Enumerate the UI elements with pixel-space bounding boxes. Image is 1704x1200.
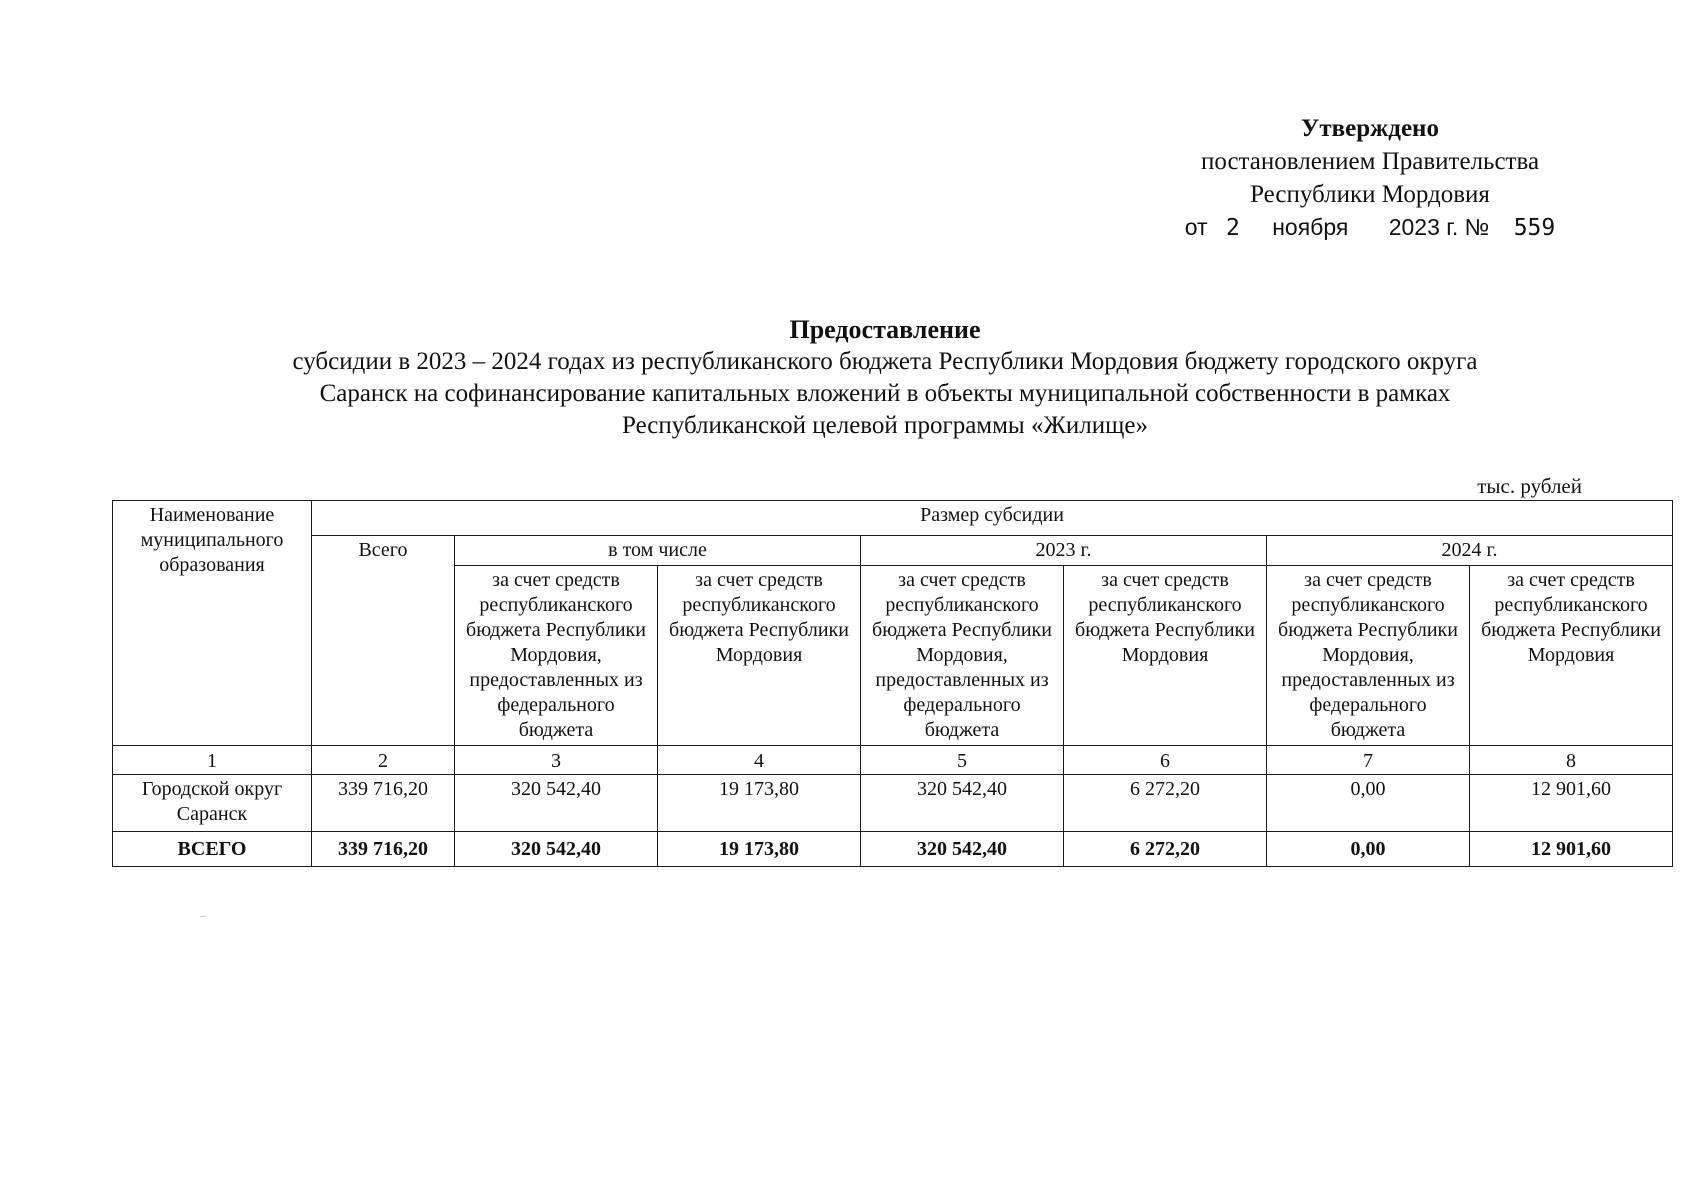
approval-line-2: Республики Мордовия: [1250, 181, 1490, 208]
total-value: 19 173,80: [658, 832, 861, 867]
total-label: ВСЕГО: [113, 832, 312, 867]
decree-number: 559: [1513, 215, 1556, 241]
header-including: в том числе: [455, 536, 861, 566]
approval-line-1: постановлением Правительства: [1200, 148, 1540, 175]
total-value: 320 542,40: [861, 832, 1064, 867]
document-title-block: [170, 314, 1600, 442]
header-col-8: за счет средств республиканского бюджета Республики Мордовия: [1470, 566, 1673, 746]
header-col-4: за счет средств республиканского бюджета Республики Мордовия: [658, 566, 861, 746]
subtitle-line-1: субсидии в 2023 – 2024 годах из республиканского бюджета Республики Мордовия бюджету городского округа: [292, 348, 1478, 375]
column-number: 2: [312, 746, 455, 775]
total-value: 0,00: [1267, 832, 1470, 867]
column-number: 6: [1064, 746, 1267, 775]
total-value: 339 716,20: [312, 832, 455, 867]
column-number: 8: [1470, 746, 1673, 775]
row-value: 320 542,40: [455, 775, 658, 832]
header-col-7: за счет средств республиканского бюджета Республики Мордовия, предоставленных из федерального бюджета: [1267, 566, 1470, 746]
total-value: 12 901,60: [1470, 832, 1673, 867]
header-total: Всего: [312, 536, 455, 746]
column-number: 3: [455, 746, 658, 775]
document-title: Предоставление: [789, 315, 981, 344]
row-value: 12 901,60: [1470, 775, 1673, 832]
row-value: 339 716,20: [312, 775, 455, 832]
row-value: 6 272,20: [1064, 775, 1267, 832]
header-col-5: за счет средств республиканского бюджета Республики Мордовия, предоставленных из федерального бюджета: [861, 566, 1064, 746]
row-name: Городской округ Саранск: [113, 775, 312, 832]
column-number: 1: [113, 746, 312, 775]
total-value: 6 272,20: [1064, 832, 1267, 867]
header-subsidy-size: Размер субсидии: [312, 501, 1673, 536]
decree-line: [1160, 211, 1580, 245]
row-value: 19 173,80: [658, 775, 861, 832]
header-col-6: за счет средств республиканского бюджета Республики Мордовия: [1064, 566, 1267, 746]
decree-day: 2: [1225, 215, 1240, 241]
column-number: 4: [658, 746, 861, 775]
row-value: 320 542,40: [861, 775, 1064, 832]
approved-heading: Утверждено: [1301, 115, 1439, 142]
header-name: Наименование муниципального образования: [113, 501, 312, 746]
total-value: 320 542,40: [455, 832, 658, 867]
header-year-2024: 2024 г.: [1267, 536, 1673, 566]
subsidy-table: [112, 500, 1673, 867]
decree-month: ноября: [1272, 214, 1349, 240]
subtitle-line-3: Республиканской целевой программы «Жилище»: [622, 412, 1148, 439]
subtitle-line-2: Саранск на софинансирование капитальных вложений в объекты муниципальной собственности в рамках: [319, 380, 1451, 407]
unit-label: тыс. рублей: [1477, 474, 1582, 498]
column-number-row: [113, 746, 1673, 775]
total-row: [113, 832, 1673, 867]
decree-year: 2023 г. №: [1388, 214, 1490, 240]
column-number: 5: [861, 746, 1064, 775]
decree-from: от: [1184, 214, 1208, 240]
column-number: 7: [1267, 746, 1470, 775]
scan-speck: [200, 916, 206, 917]
approval-block: [1160, 112, 1580, 245]
header-col-3: за счет средств республиканского бюджета Республики Мордовия, предоставленных из федерального бюджета: [455, 566, 658, 746]
header-year-2023: 2023 г.: [861, 536, 1267, 566]
table-row: [113, 775, 1673, 832]
row-value: 0,00: [1267, 775, 1470, 832]
